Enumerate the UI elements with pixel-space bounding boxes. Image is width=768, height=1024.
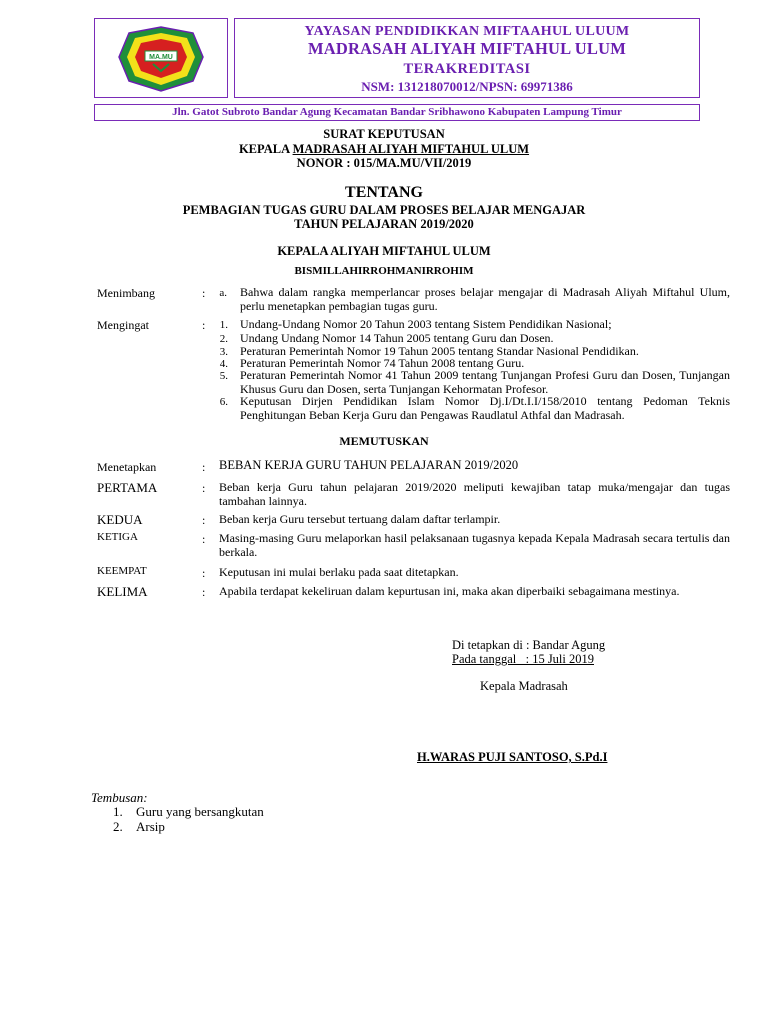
subject-line-2: TAHUN PELAJARAN 2019/2020 [294, 217, 474, 231]
decision-text: Beban kerja Guru tahun pelajaran 2019/2020 meliputi kewajiban tatap muka/mengajar dan tugas tambahan lainnya. [219, 480, 730, 508]
decree-issuer [0, 142, 768, 157]
cc-number: 1. [113, 804, 123, 819]
colon: : [202, 481, 206, 495]
decree-title: SURAT KEPUTUSAN [323, 127, 445, 141]
issuer-prefix: KEPALA [238, 142, 293, 156]
list-number: 4. [219, 358, 228, 370]
cc-title: Tembusan: [91, 790, 148, 805]
list-number: 5. [219, 370, 228, 382]
list-number: 2. [219, 333, 228, 345]
foundation-name: YAYASAN PENDIDIKKAN MIFTAAHUL ULUUM [304, 24, 630, 39]
cc-item: Guru yang bersangkutan [136, 804, 264, 819]
school-logo [95, 19, 226, 96]
cc-number: 2. [113, 819, 123, 834]
cc-item: Arsip [136, 819, 165, 834]
head-title: KEPALA ALIYAH MIFTAHUL ULUM [277, 244, 491, 258]
decision-text: BEBAN KERJA GURU TAHUN PELAJARAN 2019/2020 [219, 458, 519, 472]
signatory-name: H.WARAS PUJI SANTOSO, S.Pd.I [417, 750, 608, 764]
list-number: 1. [219, 319, 228, 331]
decision-label: Menetapkan [97, 460, 157, 474]
mengingat-label: Mengingat [97, 318, 149, 332]
letterhead [234, 18, 700, 98]
mengingat-item: Undang Undang Nomor 14 Tahun 2005 tentang Guru dan Dosen. [240, 331, 554, 345]
menimbang-label: Menimbang [97, 286, 155, 300]
mengingat-item: Undang-Undang Nomor 20 Tahun 2003 tentang Sistem Pendidikan Nasional; [240, 317, 612, 331]
decision-label: KEDUA [97, 512, 143, 527]
decision-label: KELIMA [97, 584, 148, 599]
decision-label: KEEMPAT [97, 565, 147, 577]
basmala: BISMILLAHIRROHMANIRROHIM [294, 265, 474, 277]
mengingat-item: Keputusan Dirjen Pendidikan Islam Nomor Dj.I/Dt.I.I/158/2010 tentang Pedoman Teknis Penghitungan Beban Kerja Guru dan Pengawas Raudlatul Athfal dan Madrasah. [240, 394, 730, 422]
colon: : [202, 532, 206, 546]
mengingat-item: Peraturan Pemerintah Nomor 41 Tahun 2009 tentang Tunjangan Profesi Guru dan Dosen, Tunjangan Khusus Guru dan Dosen, serta Tunjangan Kehormatan Profesor. [240, 368, 730, 396]
signature-position: Kepala Madrasah [480, 679, 568, 693]
decision-text: Masing-masing Guru melaporkan hasil pelaksanaan tugasnya kepada Kepala Madrasah secara tertulis dan berkala. [219, 531, 730, 559]
nsm-npsn: NSM: 131218070012/NPSN: 69971386 [361, 79, 573, 94]
logo-text: MA.MU [149, 54, 173, 61]
decision-text: Apabila terdapat kekeliruan dalam kepurtusan ini, maka akan diperbaiki sebagaimana mestinya. [219, 584, 680, 598]
colon: : [202, 513, 206, 527]
list-number: 6. [219, 396, 228, 408]
decision-label: KETIGA [97, 531, 138, 543]
colon: : [202, 585, 206, 599]
colon: : [202, 318, 206, 332]
colon: : [202, 566, 206, 580]
issuer-name: MADRASAH ALIYAH MIFTAHUL ULUM [292, 142, 530, 156]
decision-text: Beban kerja Guru tersebut tertuang dalam daftar terlampir. [219, 512, 501, 526]
decision-text: Keputusan ini mulai berlaku pada saat ditetapkan. [219, 565, 459, 579]
logo-frame [94, 18, 228, 98]
subject-line-1: PEMBAGIAN TUGAS GURU DALAM PROSES BELAJAR MENGAJAR [182, 203, 586, 217]
mengingat-item: Peraturan Pemerintah Nomor 74 Tahun 2008 tentang Guru. [240, 356, 525, 370]
list-number: 3. [219, 346, 228, 358]
mengingat-item: Peraturan Pemerintah Nomor 19 Tahun 2005 tentang Standar Nasional Pendidikan. [240, 344, 639, 358]
school-address: Jln. Gatot Subroto Bandar Agung Kecamatan Bandar Sribhawono Kabupaten Lampung Timur [94, 104, 700, 121]
colon: : [202, 286, 206, 300]
school-name: MADRASAH ALIYAH MIFTAHUL ULUM [308, 39, 626, 58]
signature-place: Di tetapkan di : Bandar Agung [452, 638, 606, 652]
signature-date: Pada tanggal : 15 Juli 2019 [452, 652, 594, 666]
colon: : [202, 460, 206, 474]
decision-label: PERTAMA [97, 480, 158, 495]
accreditation-status: TERAKREDITASI [403, 60, 531, 77]
menimbang-marker: a. [219, 287, 227, 299]
decree-number: NONOR : 015/MA.MU/VII/2019 [296, 156, 472, 170]
about-heading: TENTANG [345, 184, 423, 201]
memutuskan-heading: MEMUTUSKAN [339, 434, 429, 448]
menimbang-text: Bahwa dalam rangka memperlancar proses belajar mengajar di Madrasah Aliyah Miftahul Ulum, perlu menetapkan pembagian tugas guru. [240, 285, 730, 313]
